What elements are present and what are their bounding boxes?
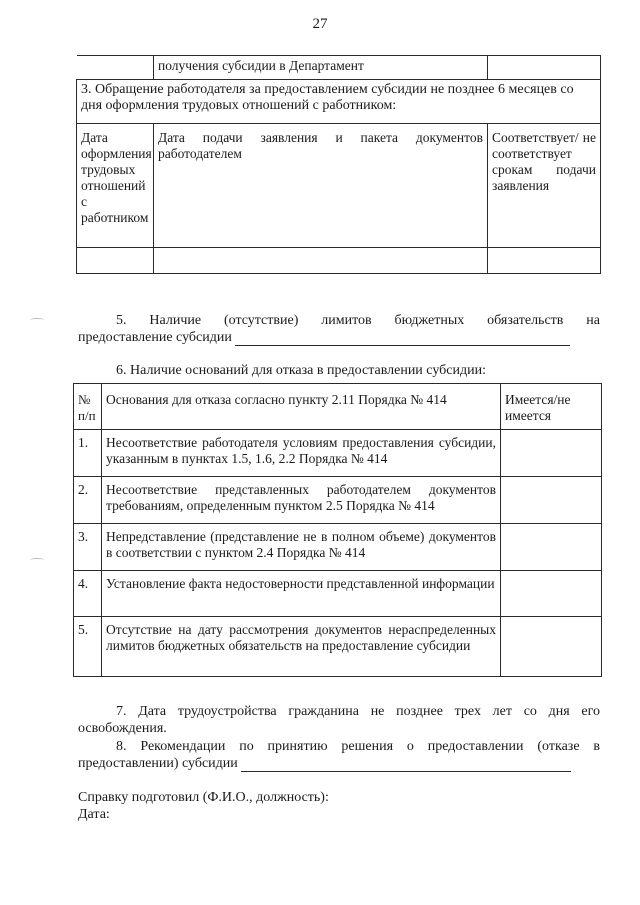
prepared-by-label: Справку подготовил (Ф.И.О., должность): [78, 790, 329, 805]
column-application-date: Дата подачи заявления и пакета документов работодателем [154, 124, 488, 248]
section-6-title: 6. Наличие оснований для отказа в предоставлении субсидии: [116, 363, 486, 378]
status-cell[interactable] [501, 524, 602, 571]
refusal-grounds-table [73, 383, 602, 677]
section-8-line2 [78, 755, 600, 772]
limits-input-line[interactable] [235, 332, 570, 346]
table-cell: получения субсидии в Департамент [154, 56, 488, 80]
date-label: Дата: [78, 807, 110, 822]
row-number: 1. [74, 430, 102, 477]
recommendation-input-line[interactable] [241, 758, 571, 772]
table-cell [488, 248, 601, 274]
table-cell [77, 248, 154, 274]
row-number: 4. [74, 571, 102, 617]
status-cell[interactable] [501, 617, 602, 677]
margin-mark [30, 558, 44, 562]
section-3-title: 3. Обращение работодателя за предоставлением субсидии не позднее 6 месяцев со дня оформления трудовых отношений с работником: [77, 80, 601, 124]
row-text: Несоответствие работодателя условиям предоставления субсидии, указанным в пунктах 1.5, 1.6, 2.2 Порядка № 414 [102, 430, 501, 477]
status-cell[interactable] [501, 477, 602, 524]
section-5 [78, 312, 600, 346]
row-number: 2. [74, 477, 102, 524]
header-basis: Основания для отказа согласно пункту 2.11 Порядка № 414 [102, 384, 501, 430]
status-cell[interactable] [501, 571, 602, 617]
section-5-label: предоставление субсидии [78, 330, 232, 345]
section-5-line2 [78, 329, 600, 346]
section-5-line1: 5. Наличие (отсутствие) лимитов бюджетных обязательств на [116, 313, 600, 328]
header-number: № п/п [74, 384, 102, 430]
status-cell[interactable] [501, 430, 602, 477]
section-7: 7. Дата трудоустройства гражданина не позднее трех лет со дня его освобождения. [78, 704, 600, 736]
column-employment-date: Дата оформления трудовых отношений с работником [77, 124, 154, 248]
row-text: Установление факта недостоверности представленной информации [102, 571, 501, 617]
application-deadline-table [76, 55, 601, 274]
page-number: 27 [312, 16, 328, 32]
margin-mark [30, 318, 44, 322]
section-8 [78, 738, 600, 772]
row-text: Отсутствие на дату рассмотрения документов нераспределенных лимитов бюджетных обязательств на предоставление субсидии [102, 617, 501, 677]
column-compliance: Соответствует/ не соответствует срокам подачи заявления [488, 124, 601, 248]
section-8-label: предоставлении) субсидии [78, 756, 238, 771]
row-number: 3. [74, 524, 102, 571]
table-cell [154, 248, 488, 274]
row-number: 5. [74, 617, 102, 677]
row-text: Несоответствие представленных работодателем документов требованиям, определенным пунктом 2.5 Порядка № 414 [102, 477, 501, 524]
row-text: Непредставление (представление не в полном объеме) документов в соответствии с пунктом 2.4 Порядка № 414 [102, 524, 501, 571]
section-8-line1: 8. Рекомендации по принятию решения о предоставлении (отказе в [116, 739, 600, 754]
header-status: Имеется/не имеется [501, 384, 602, 430]
